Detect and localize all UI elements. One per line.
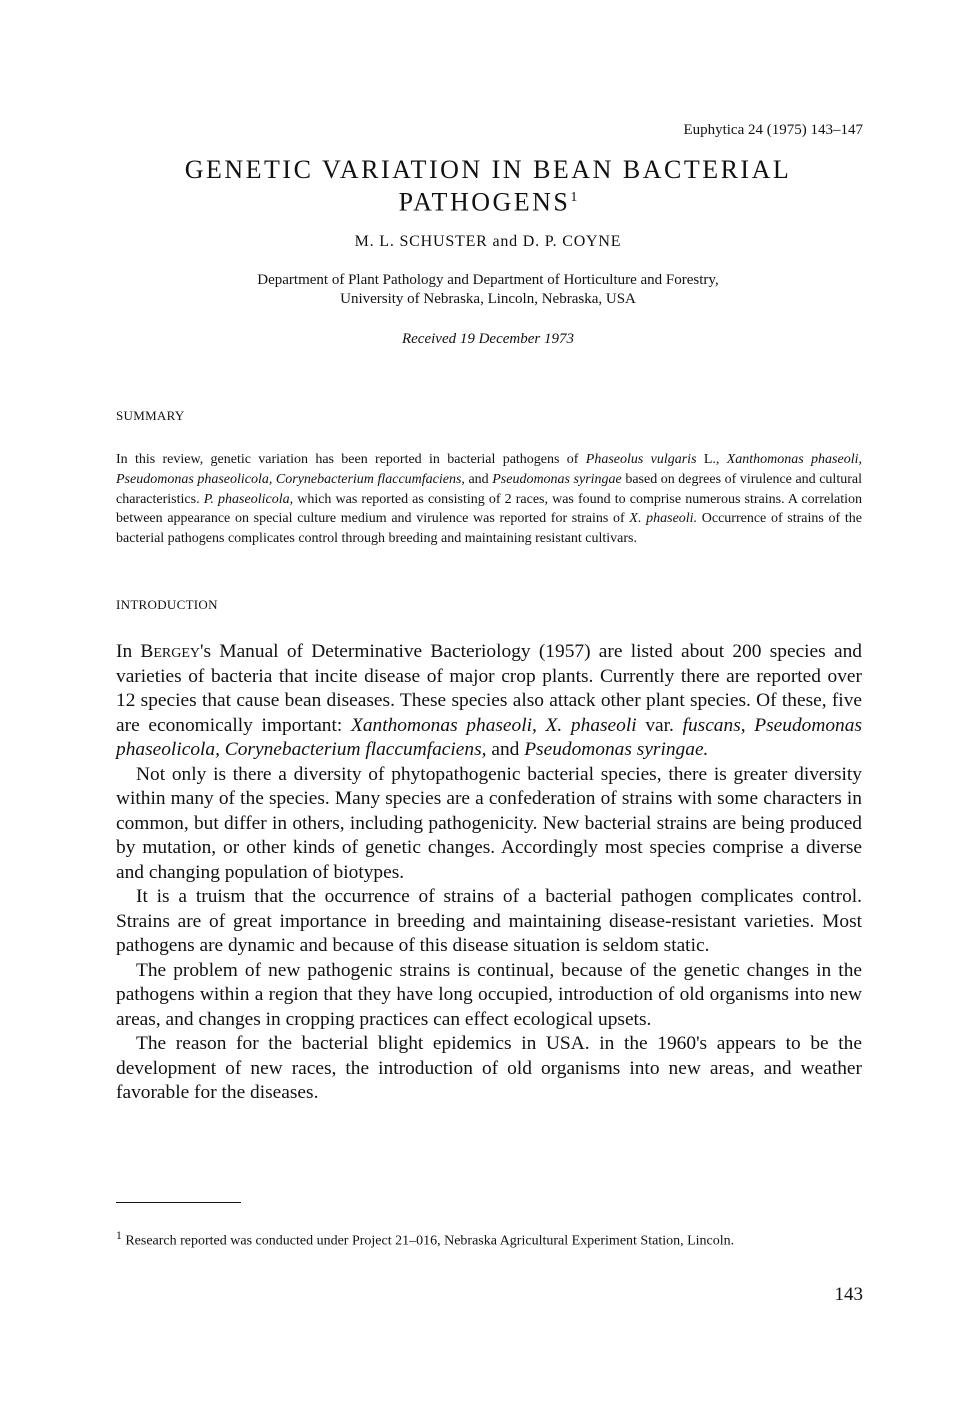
intro-paragraph-1 (116, 640, 862, 763)
intro-paragraph-4: The problem of new pathogenic strains is continual, because of the genetic changes in the pathogens within a region that they have long occupied, introduction of old organisms into new areas, and changes in cropping practices can effect ecological upsets. (116, 959, 862, 1030)
received-date: Received 19 December 1973 (401, 331, 574, 347)
intro-run-italic: Pseudomonas syringae. (524, 739, 709, 760)
intro-run-smallcaps: Bergey (140, 641, 201, 662)
summary-run-italic: P. phaseolicola, (203, 491, 294, 507)
intro-paragraph-5: The reason for the bacterial blight epidemics in USA. in the 1960's appears to be the development of new races, the introduction of old organisms into new areas, and weather favorable for the diseases. (116, 1033, 862, 1103)
intro-run: and (486, 739, 525, 760)
summary-run: which was reported as consisting of 2 races, was found to comprise numerous strains. A correlation between appearance on special culture medium and virulence was reported for strains of (116, 491, 863, 527)
article-title (100, 156, 876, 217)
footnote-mark: 1 (116, 1229, 122, 1242)
footnote-text: Research reported was conducted under Project 21–016, Nebraska Agricultural Experiment Station, Lincoln. (121, 1233, 735, 1249)
summary-run: Occurrence of strains of the bacterial pathogens complicates control through breeding and maintaining resistant cultivars. (116, 511, 862, 547)
intro-run: 's Manual of Determinative Bacteriology (1957) are listed about 200 species and varieties of bacteria that incite disease of major crop plants. Currently there are reported over 12 species that cause bean diseases. These species also attack other plant species. Of these, five are economically important: (116, 641, 862, 736)
intro-run: In (116, 641, 141, 662)
summary-run: based on degrees of virulence and cultural characteristics. (116, 471, 862, 507)
affiliation (100, 271, 876, 309)
intro-run-italic: Xanthomonas phaseoli, X. phaseoli (350, 714, 637, 736)
author-list: M. L. SCHUSTER and D. P. COYNE (354, 233, 622, 250)
footnote-divider (116, 1202, 241, 1203)
intro-paragraph-3: It is a truism that the occurrence of strains of a bacterial pathogen complicates control. Strains are of great importance in breeding and maintaining disease-resistant varieties. Most pathogens are dynamic and because of this disease situation is seldom static. (116, 886, 862, 956)
footnote (116, 1226, 862, 1252)
summary-heading: SUMMARY (116, 408, 185, 423)
summary-run-italic: Pseudomonas syringae (492, 471, 622, 487)
affiliation-line-1: Department of Plant Pathology and Department of Horticulture and Forestry, (257, 272, 719, 288)
summary-run-italic: Xanthomonas phaseoli, Pseudomonas phaseolicola, Corynebacterium flaccumfaciens, (116, 452, 862, 487)
summary-run-italic: X. phaseoli. (629, 511, 698, 527)
summary-run: In this review, genetic variation has been reported in bacterial pathogens of (116, 452, 586, 467)
intro-run-italic: fuscans, Pseudomonas phaseolicola, Corynebacterium flaccumfaciens, (116, 714, 862, 760)
summary-text (116, 450, 862, 549)
page-number: 143 (834, 1284, 863, 1305)
summary-run-italic: Phaseolus vulgaris (585, 452, 697, 467)
title-line-1: GENETIC VARIATION IN BEAN BACTERIAL (184, 155, 792, 184)
affiliation-line-2: University of Nebraska, Lincoln, Nebraska, USA (340, 291, 636, 307)
intro-run: var. (636, 714, 683, 736)
introduction-heading: INTRODUCTION (116, 597, 218, 612)
title-footnote-mark: 1 (570, 190, 578, 205)
summary-run: and (464, 471, 493, 487)
introduction-body (116, 640, 862, 1106)
summary-run: L., (696, 452, 727, 467)
journal-reference: Euphytica 24 (1975) 143–147 (683, 122, 863, 138)
title-line-2: PATHOGENS (398, 187, 571, 217)
intro-paragraph-2: Not only is there a diversity of phytopathogenic bacterial species, there is greater diversity within many of the species. Many species are a confederation of strains with some characters in common, but differ in others, including pathogenicity. New bacterial strains are being produced by mutation, or other kinds of genetic changes. Accordingly most species comprise a diverse and changing population of biotypes. (116, 763, 862, 883)
